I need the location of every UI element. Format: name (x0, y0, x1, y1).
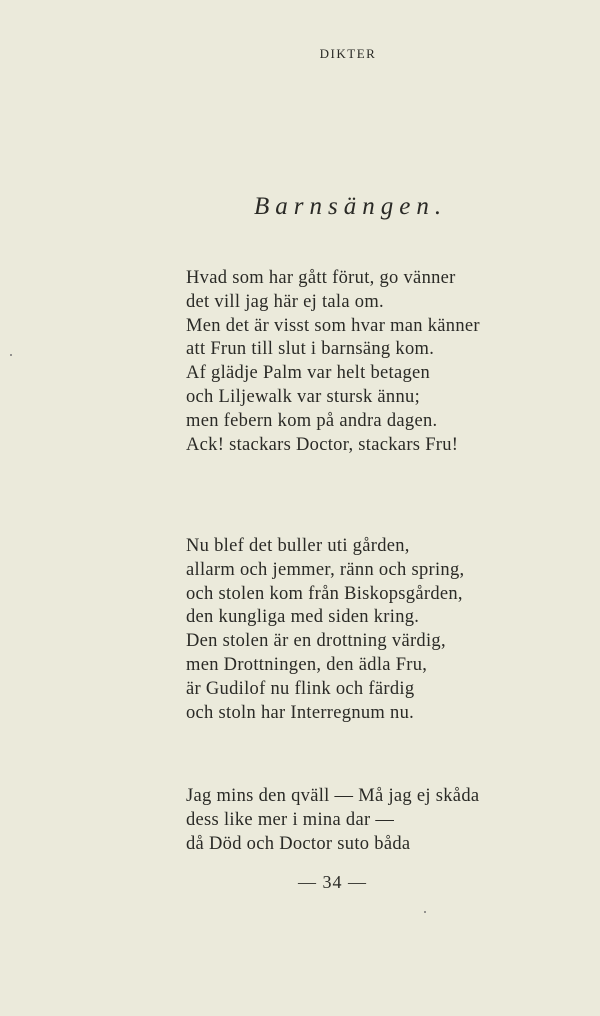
poem-title: Barnsängen. (254, 193, 448, 220)
verse-line: att Frun till slut i barnsäng kom. (186, 339, 435, 360)
page-number: — 34 — (298, 872, 367, 892)
verse-line: Nu blef det buller uti gården, (186, 536, 410, 556)
stanza-3 (186, 785, 479, 856)
stanza-1 (186, 267, 480, 457)
verse-line: och stolen kom från Biskopsgården, (186, 583, 463, 604)
verse-line: den kungliga med siden kring. (186, 607, 420, 628)
verse-line: Hvad som har gått förut, go vänner (186, 268, 456, 288)
stanza-2 (186, 535, 464, 725)
scan-speck (424, 911, 426, 913)
verse-line: Ack! stackars Doctor, stackars Fru! (186, 434, 459, 455)
verse-line: men Drottningen, den ädla Fru, (186, 654, 428, 675)
verse-line: och stoln har Interregnum nu. (186, 702, 415, 723)
verse-line: dess like mer i mina dar — (186, 809, 395, 830)
verse-line: Men det är visst som hvar man känner (186, 315, 480, 336)
verse-line: Af glädje Palm var helt betagen (186, 363, 431, 384)
scan-speck (10, 354, 12, 356)
running-header: DIKTER (319, 46, 377, 61)
verse-line: allarm och jemmer, ränn och spring, (186, 559, 465, 580)
verse-line: och Liljewalk var stursk ännu; (186, 386, 421, 407)
verse-line: Jag mins den qväll — Må jag ej skåda (186, 786, 480, 806)
verse-line: det vill jag här ej tala om. (186, 291, 384, 312)
verse-line: är Gudilof nu flink och färdig (186, 678, 415, 699)
verse-line: men febern kom på andra dagen. (186, 410, 438, 431)
verse-line: Den stolen är en drottning värdig, (186, 631, 446, 652)
verse-line: då Död och Doctor suto båda (186, 833, 411, 854)
